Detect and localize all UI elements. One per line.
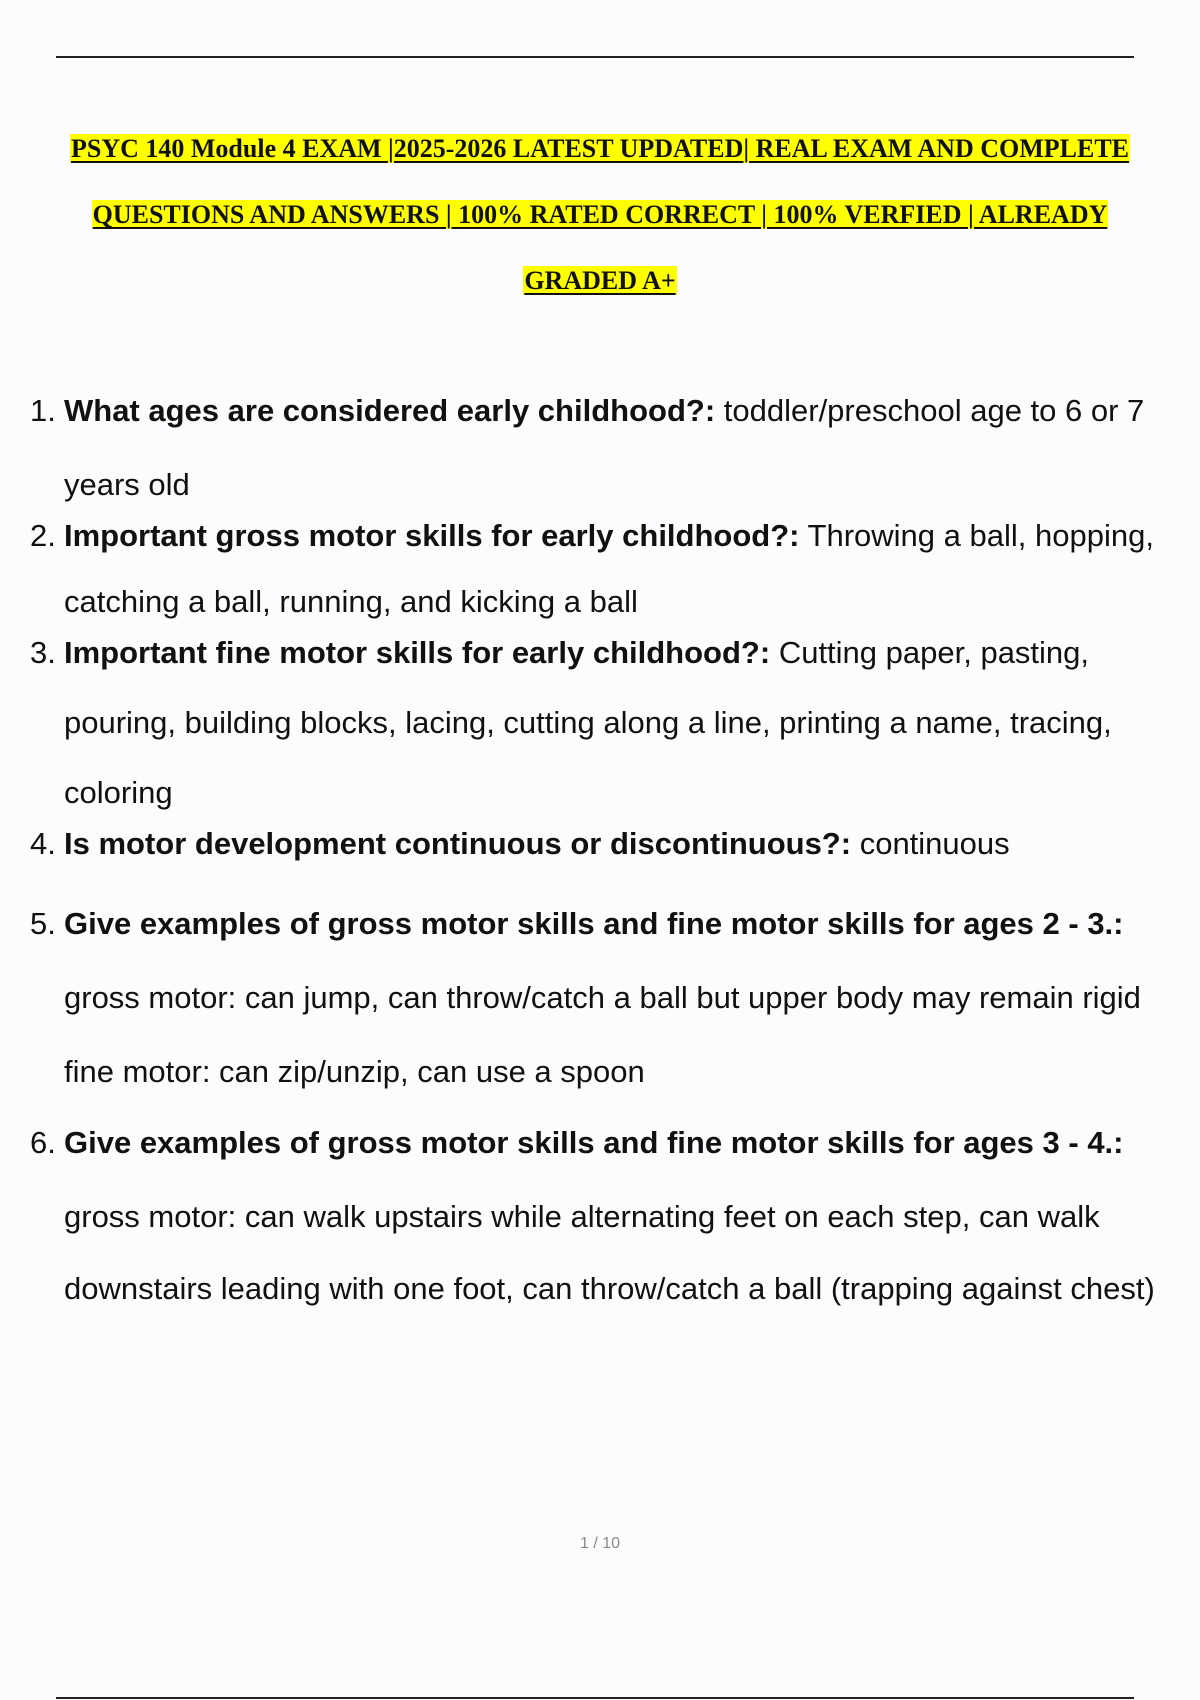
question-list (0, 392, 1200, 1307)
item-number: 3. (30, 635, 56, 670)
bottom-rule (56, 1697, 1134, 1699)
answer-text: Cutting paper, pasting, (778, 635, 1090, 670)
answer-text: gross motor: can jump, can throw/catch a ball but upper body may remain rigid (64, 980, 1141, 1015)
question-text: Give examples of gross motor skills and fine motor skills for ages 3 - 4.: (64, 1125, 1124, 1160)
answer-text: coloring (64, 775, 173, 810)
answer-text: fine motor: can zip/unzip, can use a spoon (64, 1054, 645, 1089)
answer-text: gross motor: can walk upstairs while alternating feet on each step, can walk (64, 1199, 1100, 1234)
title-line-1: PSYC 140 Module 4 EXAM |2025-2026 LATEST UPDATED| REAL EXAM AND COMPLETE (70, 134, 1130, 163)
question-text: Give examples of gross motor skills and fine motor skills for ages 2 - 3.: (64, 906, 1124, 941)
item-number: 4. (30, 826, 56, 861)
question-text: What ages are considered early childhood?: (64, 393, 716, 428)
list-item-4 (0, 825, 1200, 862)
answer-text: Throwing a ball, hopping, (807, 518, 1154, 553)
top-rule (56, 56, 1134, 58)
list-item-2 (0, 517, 1200, 620)
list-item-3 (0, 634, 1200, 811)
question-text: Important fine motor skills for early childhood?: (64, 635, 771, 670)
list-item-5 (0, 905, 1200, 1090)
answer-text: downstairs leading with one foot, can throw/catch a ball (trapping against chest) (64, 1271, 1155, 1306)
title-line-2: QUESTIONS AND ANSWERS | 100% RATED CORRECT | 100% VERFIED | ALREADY (92, 200, 1108, 229)
item-number: 1. (30, 393, 56, 428)
question-text: Important gross motor skills for early childhood?: (64, 518, 800, 553)
item-number: 5. (30, 906, 56, 941)
title-line-3: GRADED A+ (524, 266, 676, 295)
list-item-1 (0, 392, 1200, 503)
answer-text: toddler/preschool age to 6 or 7 (723, 393, 1145, 428)
page-indicator: 1 / 10 (579, 1535, 621, 1552)
list-item-6 (0, 1124, 1200, 1307)
answer-text: catching a ball, running, and kicking a ball (64, 584, 638, 619)
item-number: 6. (30, 1125, 56, 1160)
answer-text: years old (64, 467, 190, 502)
answer-text: continuous (859, 826, 1010, 861)
document-title (30, 116, 1170, 314)
answer-text: pouring, building blocks, lacing, cutting along a line, printing a name, tracing, (64, 705, 1112, 740)
question-text: Is motor development continuous or discontinuous?: (64, 826, 852, 861)
item-number: 2. (30, 518, 56, 553)
